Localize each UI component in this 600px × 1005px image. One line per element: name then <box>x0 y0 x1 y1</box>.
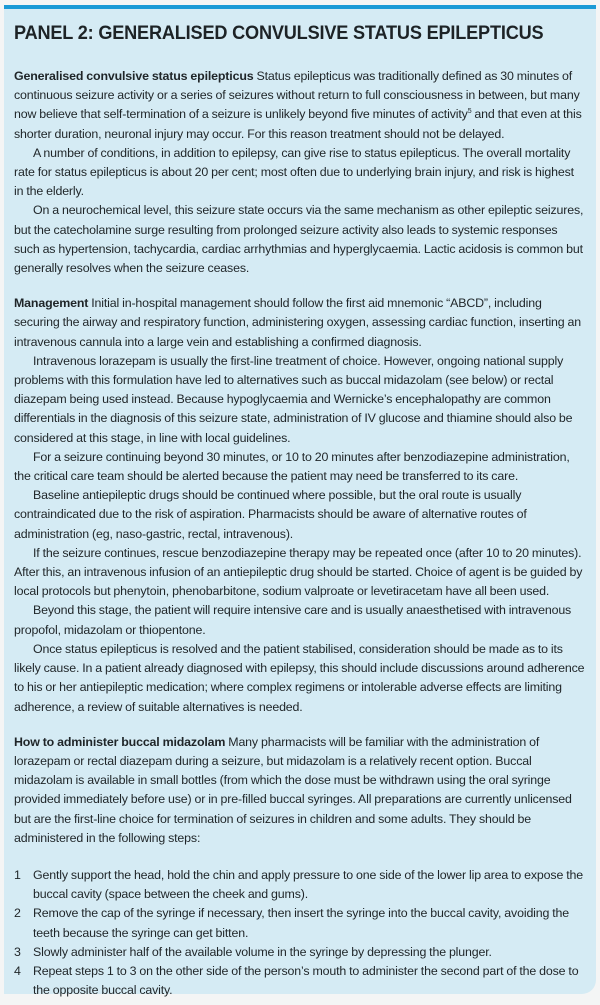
step-item <box>14 943 586 962</box>
section-buccal-midazolam <box>14 733 586 1001</box>
paragraph <box>14 67 586 144</box>
step-item <box>14 962 586 1000</box>
step-item <box>14 904 586 942</box>
paragraph: For a seizure continuing beyond 30 minutes, or 10 to 20 minutes after benzodiazepine administration, the critical care team should be alerted because the patient may need be transferred to its care. <box>14 449 570 484</box>
paragraph: If the seizure continues, rescue benzodiazepine therapy may be repeated once (after 10 to 20 minutes). After this, an intravenous infusion of an antiepileptic drug should be started. Choice of agent is be guided by local protocols but phenytoin, phenobarbitone, sodium valproate or levetiracetam have all been used. <box>14 545 583 599</box>
step-text: Slowly administer half of the available volume in the syringe by depressing the plunger. <box>33 944 492 959</box>
paragraph-text: Many pharmacists will be familiar with the administration of lorazepam or rectal diazepam during a seizure, but midazolam is a relatively recent option. Buccal midazolam is available in small bottles (from which the dose must be withdrawn using the oral syringe provided immediately before use) or in pre-filled buccal syringes. All preparations are currently unlicensed but are the first-line choice for termination of seizures in children and some adults. They should be administered in the following steps: <box>14 734 572 845</box>
step-text: Gently support the head, hold the chin and apply pressure to one side of the lower lip area to expose the buccal cavity (space between the cheek and gums). <box>33 867 583 902</box>
paragraph: Once status epilepticus is resolved and the patient stabilised, consideration should be made as to its likely cause. In a patient already diagnosed with epilepsy, this should include discussions around adherence to his or her antiepileptic medication; where complex regimens or intolerable adverse effects are limiting adherence, a review of suitable alternatives is needed. <box>14 641 585 714</box>
section-heading: How to administer buccal midazolam <box>14 734 226 749</box>
paragraph-text: Initial in-hospital management should follow the first aid mnemonic “ABCD”, including securing the airway and respiratory function, administering oxygen, assessing cardiac function, inserting an intravenous cannula into a large vein and establishing a confirmed diagnosis. <box>14 296 582 349</box>
paragraph-text: and that even at this shorter duration, neuronal injury may occur. For this reason treatment should not be delayed. <box>14 107 582 141</box>
step-number: 4 <box>14 963 21 978</box>
section-management <box>14 294 586 716</box>
paragraph: On a neurochemical level, this seizure state occurs via the same mechanism as other epileptic seizures, but the catecholamine surge resulting from prolonged seizure activity also leads to systemic responses such as hypertension, tachycardia, cardiac arrhythmias and hyperglycaemia. Lactic acidosis is common but generally resolves when the seizure ceases. <box>14 203 584 276</box>
paragraph <box>14 294 586 352</box>
step-text: Remove the cap of the syringe if necessary, then insert the syringe into the buccal cavity, avoiding the teeth because the syringe can get bitten. <box>33 906 570 940</box>
step-item <box>14 866 586 904</box>
section-heading: Generalised convulsive status epilepticus <box>14 69 254 83</box>
paragraph: Beyond this stage, the patient will require intensive care and is usually anaesthetised with intravenous propofol, midazolam or thiopentone. <box>14 603 572 637</box>
paragraph: A number of conditions, in addition to epilepsy, can give rise to status epilepticus. The overall mortality rate for status epilepticus is about 20 per cent; most often due to underlying brain injury, and risk is highest in the elderly. <box>14 145 574 199</box>
paragraph: Intravenous lorazepam is usually the first-line treatment of choice. However, ongoing national supply problems with this formulation have led to alternatives such as buccal midazolam (see below) or rectal diazepam being used instead. Because hypoglycaemia and Wernicke’s encephalopathy are common differentials in the diagnosis of this seizure state, administration of IV glucose and thiamine should also be considered at this stage, in line with local guidelines. <box>14 353 573 445</box>
step-number: 1 <box>14 867 21 882</box>
step-text: Repeat steps 1 to 3 on the other side of the person’s mouth to administer the second part of the dose to the opposite buccal cavity. <box>33 963 579 998</box>
info-panel <box>4 5 596 998</box>
panel-title: PANEL 2: GENERALISED CONVULSIVE STATUS EPILEPTICUS <box>14 22 544 44</box>
step-number: 2 <box>14 906 21 921</box>
step-number: 3 <box>14 944 21 959</box>
paragraph: Baseline antiepileptic drugs should be continued where possible, but the oral route is usually contraindicated due to the risk of aspiration. Pharmacists should be aware of alternative routes of administration (eg, naso-gastric, rectal, intravenous). <box>14 488 527 541</box>
reference-superscript: 5 <box>467 108 472 116</box>
paragraph-text: Status epilepticus was traditionally defined as 30 minutes of continuous seizure activity or a series of seizures without return to full consciousness in between, but many now believe that self-termination of a seizure is unlikely beyond five minutes of activity <box>14 69 580 122</box>
section-intro <box>14 67 586 278</box>
paragraph <box>14 733 586 848</box>
steps-list <box>14 866 586 1000</box>
section-heading: Management <box>14 296 89 311</box>
